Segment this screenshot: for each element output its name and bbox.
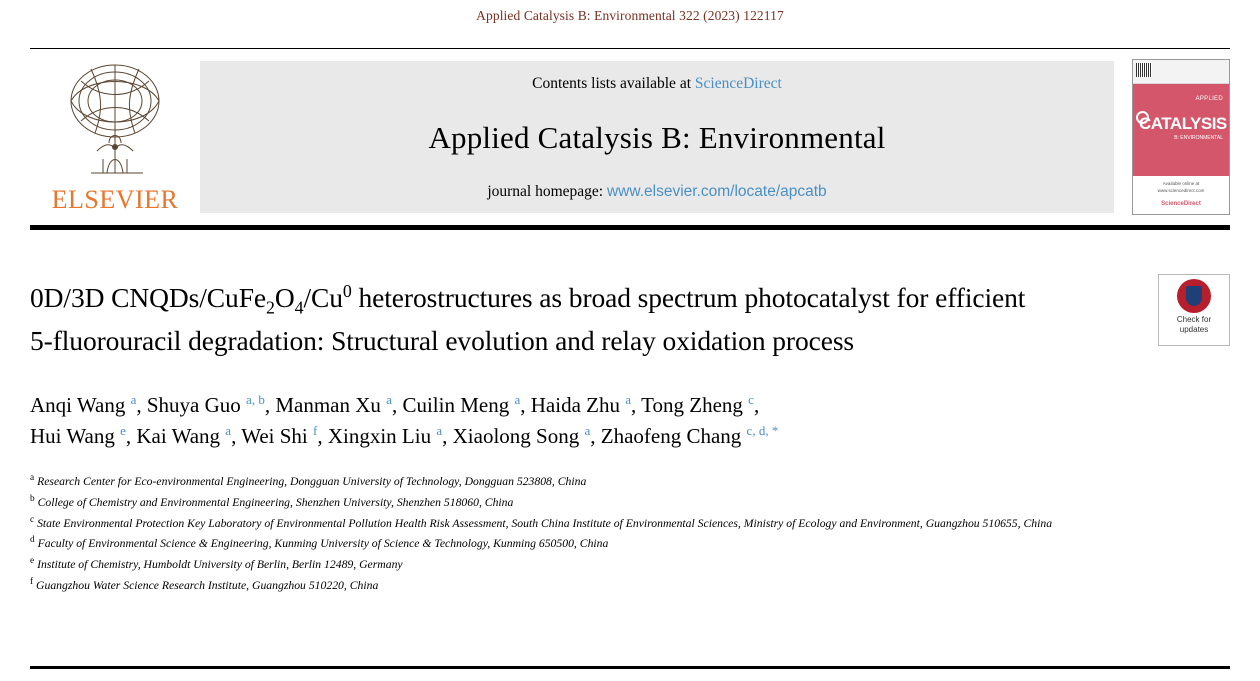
author-kai-wang: Kai Wang $^a$	[136, 423, 232, 449]
journal-masthead	[30, 48, 1230, 230]
cover-subtitle: B: ENVIRONMENTAL	[1174, 135, 1223, 141]
page-title	[30, 278, 1050, 360]
title-seg-2: O	[274, 282, 295, 313]
affiliation-c	[30, 513, 1180, 534]
masthead-center-band	[200, 61, 1114, 213]
affiliation-e	[30, 554, 1180, 575]
title-seg-3: /Cu	[303, 282, 343, 313]
author-anqi-wang: Anqi Wang $^a$	[30, 391, 137, 417]
author-line-1: Anqi Wang $^a$, Shuya Guo $^{a, b}$, Manman Xu $^a$, Cuilin Meng $^a$, Haida Zhu $^a$, Tong Zheng $^c$,	[30, 391, 760, 417]
title-seg-4: heterostructures as broad spectrum photocatalyst for efficient 5-fluorouracil degradation: Structural evolution and relay oxidation process	[30, 282, 1026, 356]
affiliation-e-text: Institute of Chemistry, Humboldt University of Berlin, Berlin 12489, Germany	[37, 558, 403, 572]
affiliation-d-label: d	[30, 535, 35, 546]
affiliation-b-label: b	[30, 493, 35, 504]
affiliation-c-text: State Environmental Protection Key Laboratory of Environmental Pollution Health Risk Assessment, South China Institute of Environmental Sciences, Ministry of Ecology and Environment, Guangzhou 510655, China	[37, 516, 1053, 530]
cover-footer	[1133, 176, 1229, 212]
sciencedirect-link[interactable]: ScienceDirect	[694, 75, 782, 92]
author-wei-shi: Wei Shi $^f$	[241, 423, 318, 449]
crossmark-icon	[1177, 279, 1211, 313]
author-hui-wang: Hui Wang $^e$	[30, 423, 126, 449]
affiliation-a-label: a	[30, 472, 35, 483]
title-sup-0: 0	[342, 280, 352, 301]
cover-top-strip	[1133, 60, 1229, 84]
affiliation-d-text: Faculty of Environmental Science & Engineering, Kunming University of Science & Technology, Kunming 650500, China	[37, 537, 609, 551]
author-manman-xu: Manman Xu $^a$	[275, 391, 392, 417]
affiliation-a-text: Research Center for Eco-environmental Engineering, Dongguan University of Technology, Dongguan 523808, China	[37, 474, 587, 488]
author-list	[30, 390, 1080, 453]
affiliation-list	[30, 471, 1180, 596]
affiliation-d	[30, 533, 1180, 554]
elsevier-wordmark: ELSEVIER	[51, 185, 179, 214]
author-tong-zheng: Tong Zheng $^c$	[641, 391, 754, 417]
crossmark-badge[interactable]	[1158, 274, 1230, 346]
author-xiaolong-song: Xiaolong Song $^a$	[452, 423, 591, 449]
article-header	[30, 250, 1230, 596]
running-head: Applied Catalysis B: Environmental 322 (2023) 122117	[476, 8, 784, 23]
title-sub-4: 4	[294, 297, 304, 318]
affiliation-f	[30, 575, 1180, 596]
cover-footer-line1: Available online at	[1162, 181, 1200, 186]
affiliation-c-label: c	[30, 514, 35, 525]
author-zhaofeng-chang: Zhaofeng Chang $^{c, d, *}$	[600, 423, 779, 449]
homepage-label: journal homepage:	[487, 183, 607, 200]
affiliation-b-text: College of Chemistry and Environmental Engineering, Shenzhen University, Shenzhen 518060, China	[37, 495, 514, 509]
barcode-icon	[1136, 63, 1152, 77]
affiliation-f-label: f	[30, 577, 34, 588]
contents-available-line	[532, 75, 782, 93]
journal-homepage-line	[487, 183, 826, 201]
affiliation-a	[30, 471, 1180, 492]
cover-footer-line2: www.sciencedirect.com	[1157, 188, 1205, 194]
affiliation-e-label: e	[30, 556, 35, 567]
journal-cover-thumbnail	[1132, 59, 1230, 215]
homepage-link[interactable]: www.elsevier.com/locate/apcatb	[606, 183, 827, 200]
affiliation-f-text: Guangzhou Water Science Research Institute, Guangzhou 510220, China	[36, 579, 379, 593]
cover-journal-short: CATALYSIS	[1139, 114, 1227, 133]
contents-prefix: Contents lists available at	[532, 75, 695, 92]
crossmark-line2: updates	[1179, 325, 1209, 334]
cover-footer-brand: ScienceDirect	[1161, 201, 1201, 208]
author-line-2: Hui Wang $^e$, Kai Wang $^a$, Wei Shi $^f$, Xingxin Liu $^a$, Xiaolong Song $^a$, Zhaofeng Chang $^{c, d, *}$	[30, 423, 779, 449]
title-seg-1: 0D/3D CNQDs/CuFe	[30, 282, 266, 313]
cover-artwork	[1133, 84, 1229, 176]
elsevier-tree-icon	[51, 55, 179, 183]
title-sub-2: 2	[266, 297, 275, 318]
footer-divider	[30, 666, 1230, 669]
cover-kicker: APPLIED	[1195, 96, 1223, 102]
journal-title: Applied Catalysis B: Environmental	[428, 120, 886, 155]
author-xingxin-liu: Xingxin Liu $^a$	[327, 423, 443, 449]
author-cuilin-meng: Cuilin Meng $^a$	[402, 391, 521, 417]
elsevier-logo	[30, 49, 200, 225]
crossmark-label	[1159, 315, 1229, 335]
author-shuya-guo: Shuya Guo $^{a, b}$	[146, 391, 265, 417]
affiliation-b	[30, 492, 1180, 513]
author-haida-zhu: Haida Zhu $^a$	[530, 391, 632, 417]
crossmark-line1: Check for	[1176, 315, 1212, 324]
